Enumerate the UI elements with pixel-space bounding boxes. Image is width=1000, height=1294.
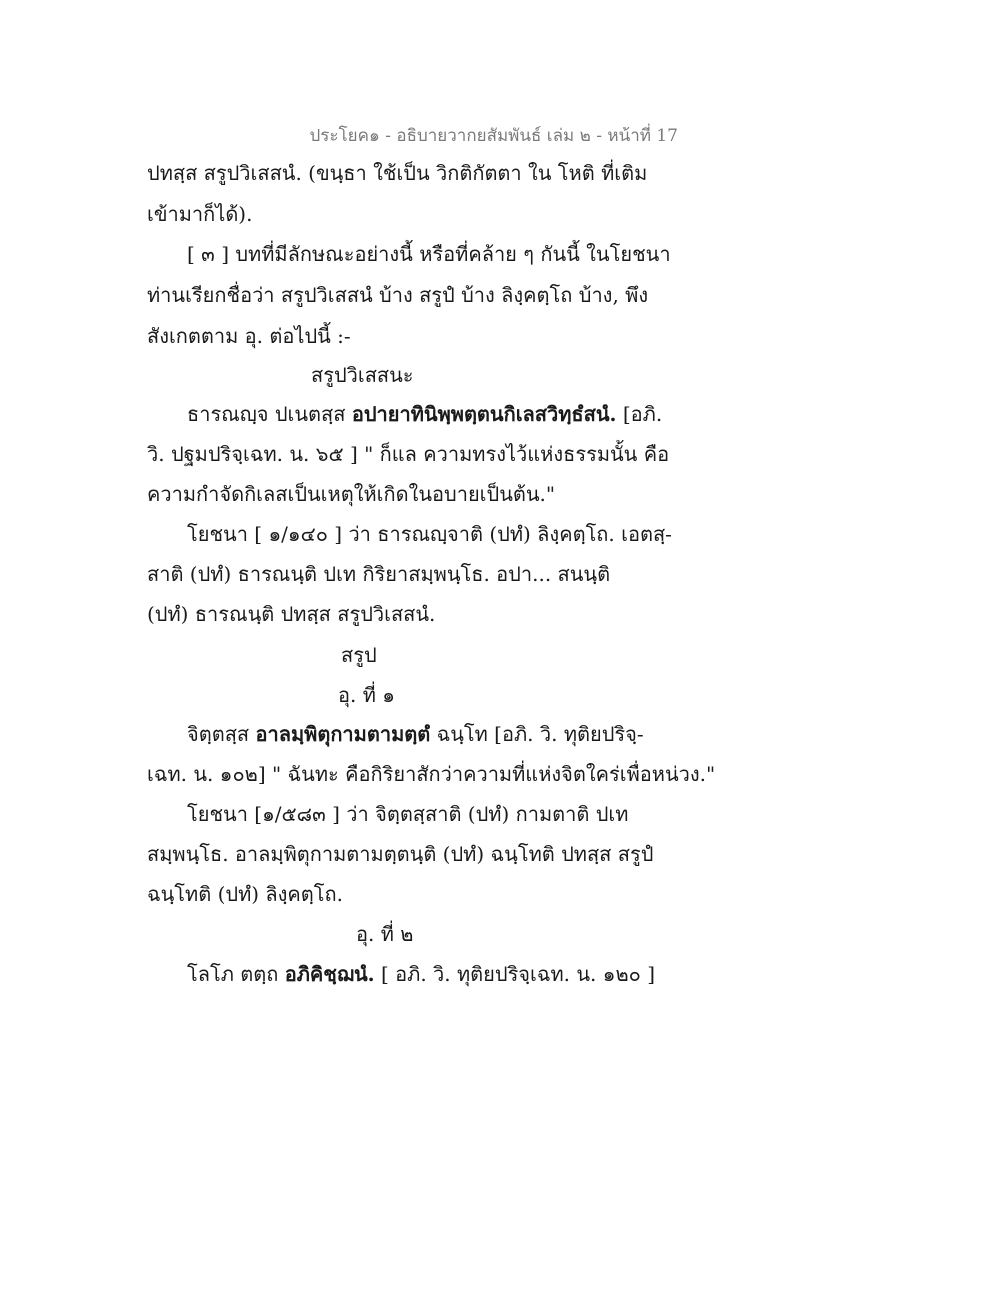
section-heading: สรูป: [341, 643, 377, 667]
example-text: ธารณญฺจ ปเนตสฺส: [187, 402, 352, 426]
paragraph-line: เข้ามาก็ได้).: [147, 202, 253, 226]
paragraph-line: [ ๓ ] บทที่มีลักษณะอย่างนี้ หรือที่คล้าย ๆ กันนี้ ในโยชนา: [187, 242, 671, 266]
example-bold-term: อปายาทินิพฺพตฺตนกิเลสวิทฺธํสนํ.: [351, 402, 617, 426]
example-text: ฉนฺโท [อภิ. วิ. ทุติยปริจฺ-: [430, 722, 644, 746]
example-text: โลโภ ตตฺถ: [187, 962, 285, 986]
example-line: [187, 399, 662, 429]
section-heading: สรูปวิเสสนะ: [311, 363, 414, 387]
yojana-line: ฉนฺโทติ (ปทํ) ลิงฺคตฺโถ.: [147, 882, 344, 906]
example-line: เฉท. น. ๑๐๒] " ฉันทะ คือกิริยาสักว่าความที่แห่งจิตใคร่เพื่อหน่วง.": [147, 762, 716, 786]
example-text: [ อภิ. วิ. ทุติยปริจฺเฉท. น. ๑๒๐ ]: [374, 962, 656, 986]
example-bold-term: อภิคิชฺฌนํ.: [284, 962, 375, 986]
paragraph-line: สังเกตตาม อุ. ต่อไปนี้ :-: [147, 324, 351, 348]
paragraph-line: ปทสฺส สรูปวิเสสนํ. (ขนฺธา ใช้เป็น วิกติกัตตา ใน โหติ ที่เติม: [147, 161, 648, 185]
example-text: จิตฺตสฺส: [187, 722, 256, 746]
paragraph-line: ท่านเรียกชื่อว่า สรูปวิเสสนํ บ้าง สรูปํ บ้าง ลิงฺคตฺโถ บ้าง, พึง: [147, 283, 649, 307]
example-text: [อภิ.: [616, 402, 663, 426]
yojana-line: (ปทํ) ธารณนฺติ ปทสฺส สรูปวิเสสนํ.: [147, 602, 436, 626]
example-line: ความกำจัดกิเลสเป็นเหตุให้เกิดในอบายเป็นต้น.": [147, 482, 556, 506]
yojana-line: โยชนา [๑/๕๘๓ ] ว่า จิตฺตสฺสาติ (ปทํ) กามตาติ ปเท: [187, 802, 629, 826]
example-number: อุ. ที่ ๒: [356, 922, 414, 946]
page-header: ประโยค๑ - อธิบายวากยสัมพันธ์ เล่ม ๒ - หน้าที่ 17: [309, 126, 678, 146]
example-line: [187, 719, 644, 749]
example-number: อุ. ที่ ๑: [338, 683, 395, 707]
yojana-line: สมฺพนฺโธ. อาลมฺพิตุกามตามตฺตนฺติ (ปทํ) ฉนฺโทติ ปทสฺส สรูปํ: [147, 842, 654, 866]
example-bold-term: อาลมฺพิตุกามตามตฺตํ: [255, 722, 431, 746]
yojana-line: สาติ (ปทํ) ธารณนฺติ ปเท กิริยาสมฺพนฺโธ. อปา... สนนฺติ: [147, 562, 611, 586]
yojana-line: โยชนา [ ๑/๑๔๐ ] ว่า ธารณญฺจาติ (ปทํ) ลิงฺคตฺโถ. เอตสฺ-: [187, 522, 672, 546]
example-line: วิ. ปฐมปริจฺเฉท. น. ๖๕ ] " ก็แล ความทรงไว้แห่งธรรมนั้น คือ: [147, 442, 670, 466]
example-line: [187, 959, 655, 989]
